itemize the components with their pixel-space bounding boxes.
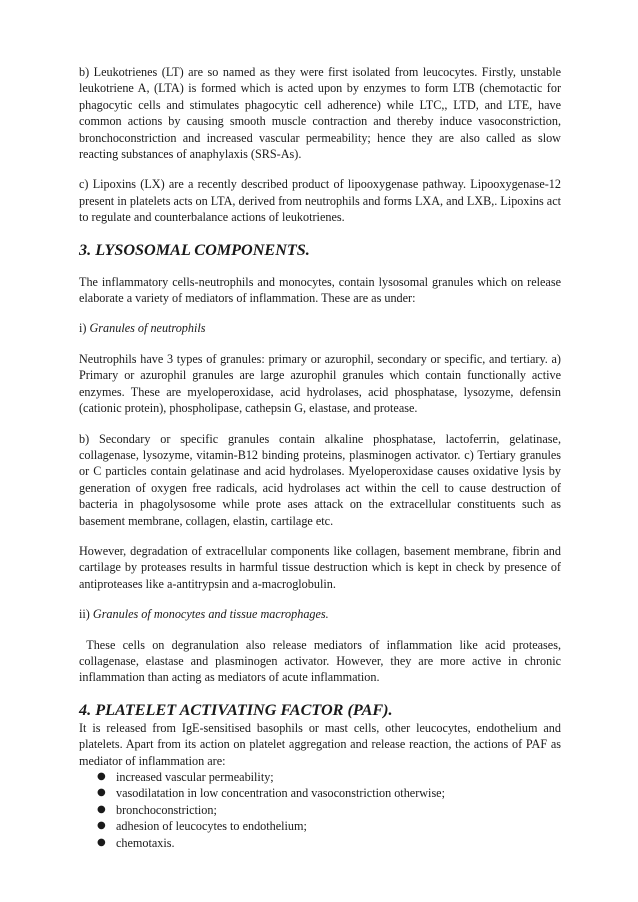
bullet-icon: ● xyxy=(97,787,106,799)
subheading-prefix: i) xyxy=(79,321,90,336)
list-item: ● bronchoconstriction; xyxy=(97,802,217,817)
subheading-prefix: ii) xyxy=(79,607,93,622)
subheading-title: Granules of monocytes and tissue macrophages. xyxy=(92,607,329,622)
heading-platelet-activating-factor: 4. PLATELET ACTIVATING FACTOR (PAF). xyxy=(79,700,393,719)
bullet-icon: ● xyxy=(97,803,106,815)
paragraph-paf: It is released from IgE-sensitised basophils or mast cells, other leucocytes, endothelium and platelets. Apart from its action on platelet aggregation and release reaction, the actions of PAF as mediator of inflammation are: xyxy=(79,720,561,768)
subheading-granules-monocytes xyxy=(79,606,561,622)
list-item: ● adhesion of leucocytes to endothelium; xyxy=(97,819,307,834)
paragraph-degradation: However, degradation of extracellular components like collagen, basement membrane, fibrin and cartilage by proteases results in harmful tissue destruction which is kept in check by presence of antiproteases like a-antitrypsin and a-macroglobulin. xyxy=(79,543,561,591)
paragraph-monocytes: These cells on degranulation also release mediators of inflammation like acid proteases, collagenase, elastase and plasminogen activator. However, they are more active in chronic inflammation than acting as mediators of acute inflammation. xyxy=(79,637,565,685)
paragraph-secondary-granules: b) Secondary or specific granules contain alkaline phosphatase, lactoferrin, gelatinase, collagenase, lysozyme, vitamin-B12 binding proteins, plasminogen activator. c) Tertiary granules or C particles contain gelatinase and acid hydrolases. Myeloperoxidase causes oxidative lysis by generation of oxygen free radicals, acid hydrolases act within the cell to cause destruction of bacteria in phagolysosome while prote ases attack on the extracellular constituents such as basement membrane, collagen, elastin, cartilage etc. xyxy=(79,431,561,528)
subheading-title: Granules of neutrophils xyxy=(89,321,206,336)
paragraph-leukotrienes: b) Leukotrienes (LT) are so named as they were first isolated from leucocytes. Firstly, unstable leukotriene A, (LTA) is formed which is acted upon by enzymes to form LTB (chemotactic for phagocytic cells and stimulates phagocytic cell adherence) while LTC,, LTD, and LTE, have common actions by causing smooth muscle contraction and thereby induce vasoconstriction, bronchoconstriction and increased vascular permeability; hence they are also called as slow reacting substances of anaphylaxis (SRS-As). xyxy=(79,65,561,162)
paragraph-lipoxins: c) Lipoxins (LX) are a recently described product of lipooxygenase pathway. Lipooxygenase-12 present in platelets acts on LTA, derived from neutrophils and forms LXA, and LXB,. Lipoxins act to regulate and counterbalance actions of leukotrienes. xyxy=(79,177,561,225)
heading-lysosomal-components: 3. LYSOSOMAL COMPONENTS. xyxy=(79,240,310,259)
list-item: ● chemotaxis. xyxy=(97,835,175,850)
bullet-icon: ● xyxy=(97,836,106,848)
subheading-granules-neutrophils xyxy=(79,320,561,336)
bullet-icon: ● xyxy=(97,820,106,832)
list-item: ● vasodilatation in low concentration and vasoconstriction otherwise; xyxy=(97,786,445,801)
paragraph-neutrophil-granule-types: Neutrophils have 3 types of granules: primary or azurophil, secondary or specific, and tertiary. a) Primary or azurophil granules are large azurophil granules which contain functionally active enzymes. These are myeloperoxidase, acid hydrolases, acid phosphatase, lysozyme, defensin (cationic protein), phospholipase, cathepsin G, elastase, and protease. xyxy=(79,351,561,416)
document-page xyxy=(79,64,565,851)
paf-actions-list xyxy=(79,769,561,851)
list-item: ● increased vascular permeability; xyxy=(97,770,274,784)
paragraph-lysosomal-intro: The inflammatory cells-neutrophils and monocytes, contain lysosomal granules which on release elaborate a variety of mediators of inflammation. These are as under: xyxy=(79,274,561,306)
bullet-icon: ● xyxy=(97,771,106,782)
